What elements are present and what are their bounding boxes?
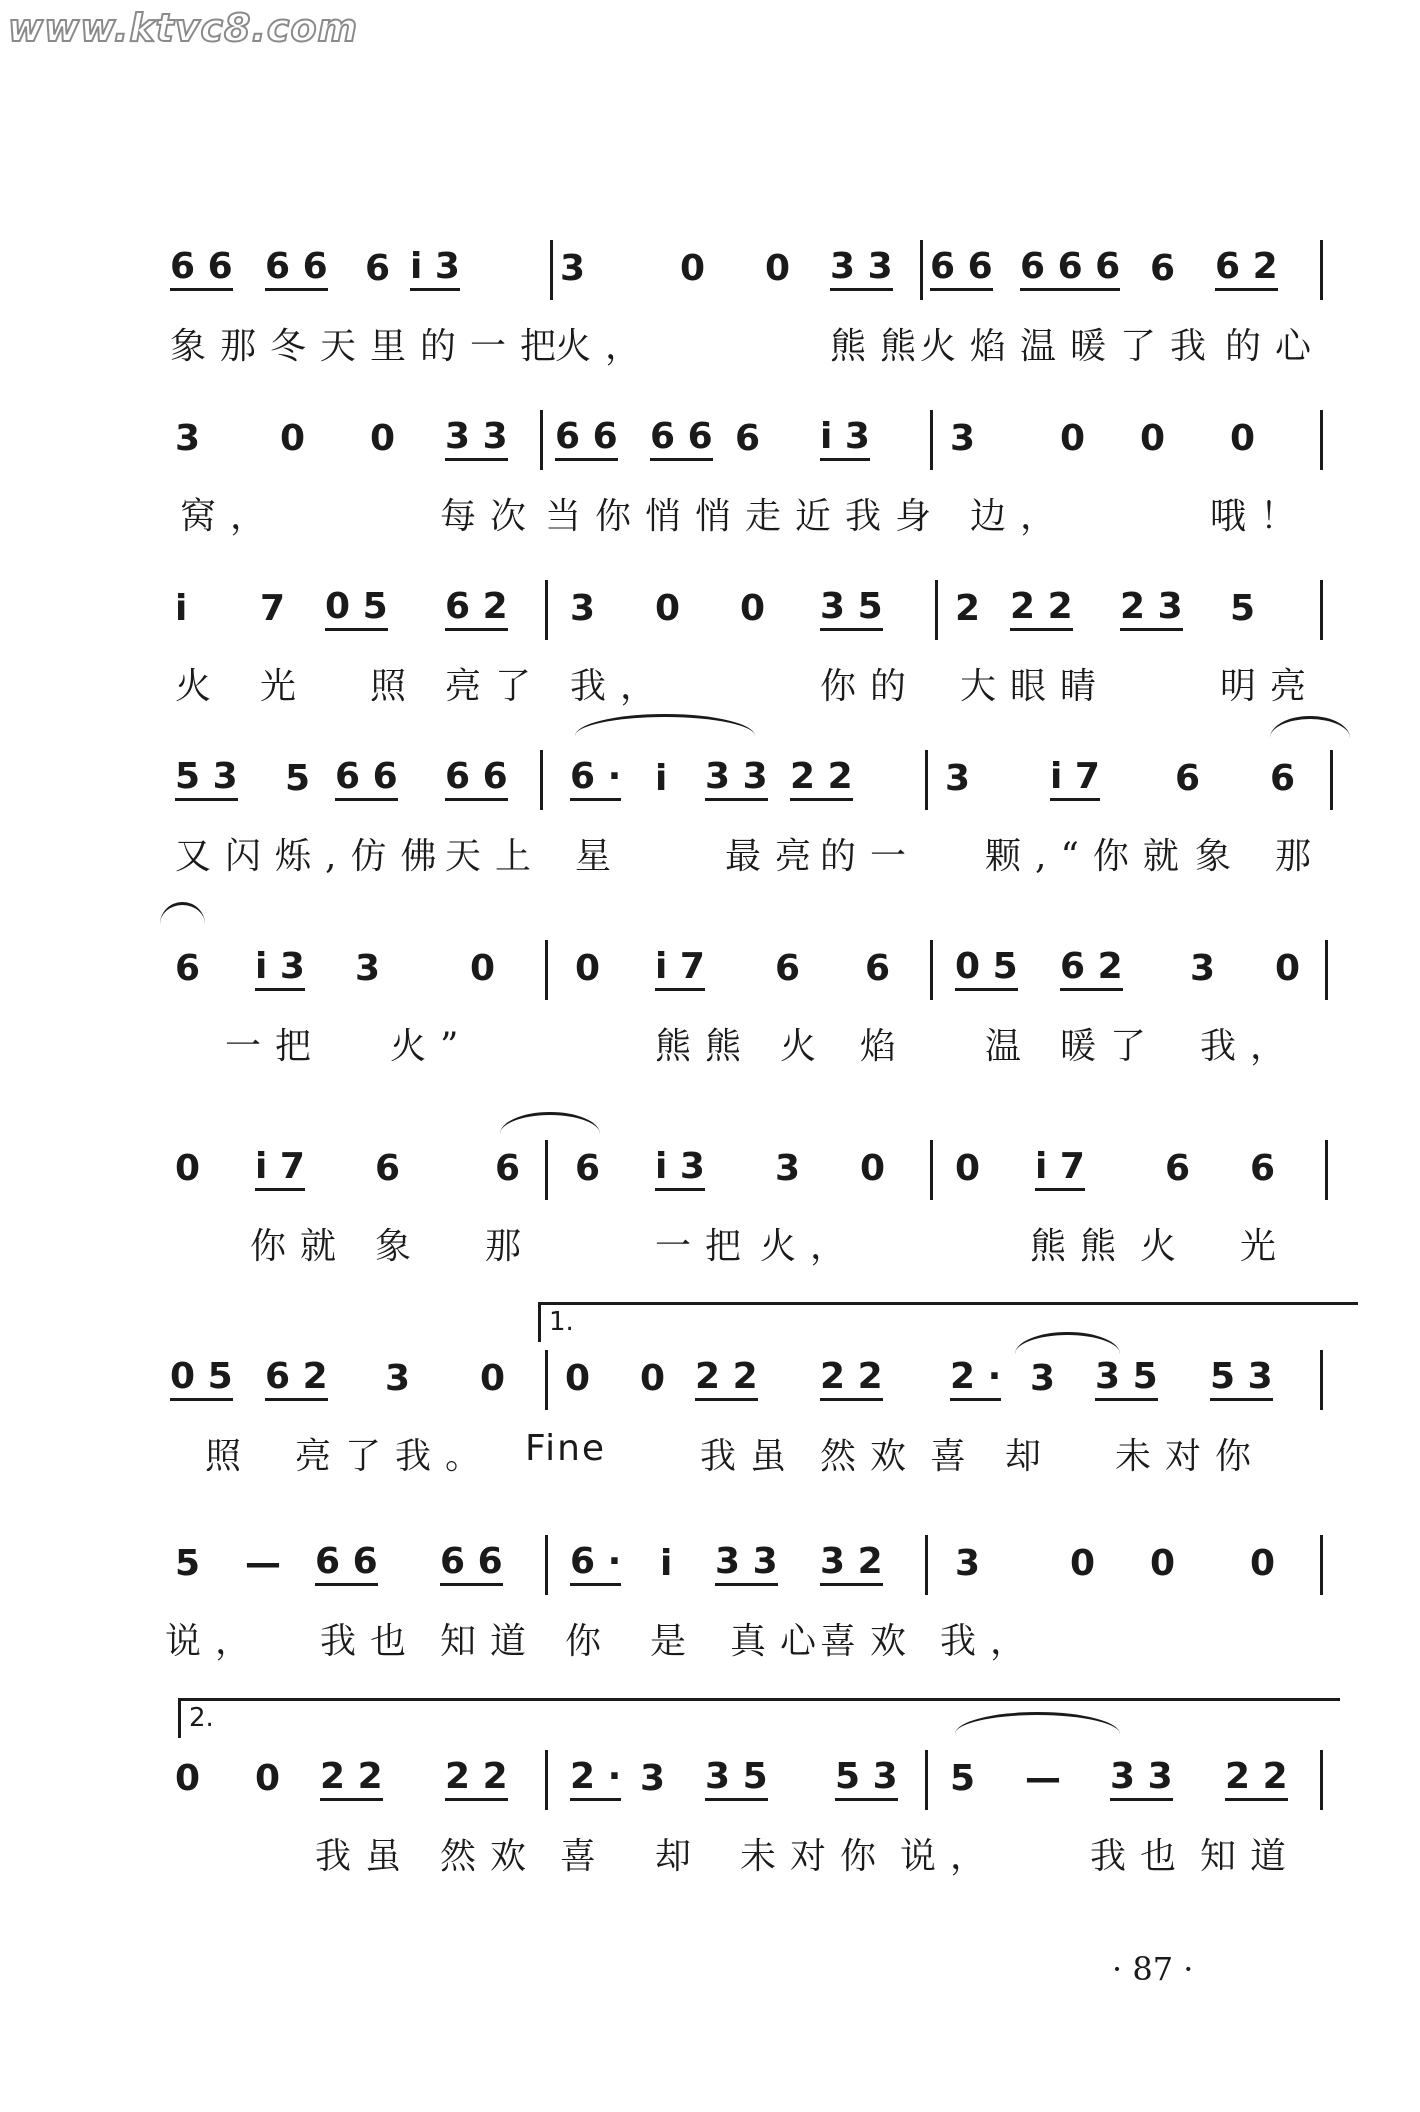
note: 6 6 [930, 248, 993, 291]
note: 0 [280, 418, 306, 459]
note: 6 6 [555, 418, 618, 461]
note: 2 2 [1010, 588, 1073, 631]
notation-line-5 [0, 940, 1420, 1000]
note: 0 [565, 1358, 591, 1399]
note: 0 [1140, 418, 1166, 459]
volta-1-label: 1. [549, 1307, 574, 1337]
barline [920, 240, 923, 300]
note: 0 [655, 588, 681, 629]
note: 0 [640, 1358, 666, 1399]
lyric: 明亮 [1220, 666, 1321, 707]
note: 6 · [570, 758, 621, 801]
note: 6 6 6 [1020, 248, 1120, 291]
note: 0 [175, 1148, 201, 1189]
lyric: 说， [900, 1836, 1001, 1877]
lyric: 我虽 [700, 1436, 801, 1477]
notation-line-6 [0, 1140, 1420, 1200]
barline [545, 1350, 548, 1410]
lyric: 熊熊 [655, 1026, 756, 1067]
lyric: 象那冬天里的一把 [170, 326, 571, 367]
note: 0 [470, 948, 496, 989]
note: 0 [575, 948, 601, 989]
lyric: 我虽 [315, 1836, 416, 1877]
barline [1320, 410, 1323, 470]
lyric: 知道 [1200, 1836, 1301, 1877]
barline [930, 1140, 933, 1200]
barline [930, 410, 933, 470]
note: 3 2 [820, 1543, 883, 1586]
note: 3 [955, 1543, 981, 1584]
note: 3 [355, 948, 381, 989]
notation-line-8 [0, 1535, 1420, 1595]
barline [925, 750, 928, 810]
lyric: 一把 [225, 1026, 326, 1067]
barline [545, 1750, 548, 1810]
note: 6 · [570, 1543, 621, 1586]
lyric: 却 [655, 1836, 706, 1877]
note: 2 · [570, 1758, 621, 1801]
note: 0 5 [325, 588, 388, 631]
note: 3 5 [705, 1758, 768, 1801]
lyric: 的心 [1225, 326, 1326, 367]
barline [1320, 580, 1323, 640]
lyric: 我， [1200, 1026, 1301, 1067]
lyric: 火” [390, 1026, 473, 1067]
lyric: 星 [575, 836, 626, 877]
lyric: 火焰温暖了我 [920, 326, 1221, 367]
note: 5 [285, 758, 311, 799]
note: 2 [955, 588, 981, 629]
page-number: · 87 · [1112, 1950, 1194, 1988]
note: 6 6 [265, 248, 328, 291]
barline [1320, 240, 1323, 300]
note: 6 2 [445, 588, 508, 631]
lyric: 真心 [730, 1621, 831, 1662]
note: 3 3 [830, 248, 893, 291]
note: 5 [175, 1543, 201, 1584]
lyric-line-1 [0, 318, 1420, 368]
volta-2-label: 2. [189, 1703, 214, 1733]
lyric: 喜 [560, 1836, 611, 1877]
note: 3 [385, 1358, 411, 1399]
note: 3 [1190, 948, 1216, 989]
note: 6 [735, 418, 761, 459]
lyric: 边， [970, 496, 1071, 537]
lyric: 却 [1005, 1436, 1056, 1477]
note: 2 · [950, 1358, 1001, 1401]
lyric-line-8 [0, 1613, 1420, 1663]
note: 3 3 [705, 758, 768, 801]
note: 3 [175, 418, 201, 459]
note: 0 5 [170, 1358, 233, 1401]
lyric-line-2 [0, 488, 1420, 538]
note: 0 [1150, 1543, 1176, 1584]
note: i 7 [1050, 758, 1100, 801]
note: 0 [255, 1758, 281, 1799]
note: 3 3 [445, 418, 508, 461]
note: 6 [575, 1148, 601, 1189]
note: 6 [775, 948, 801, 989]
notation-line-9 [0, 1750, 1420, 1810]
note: 0 [765, 248, 791, 289]
note: 6 6 [440, 1543, 503, 1586]
note: 3 [775, 1148, 801, 1189]
lyric: 然欢 [440, 1836, 541, 1877]
barline [1320, 1535, 1323, 1595]
lyric: 未对你 [1115, 1436, 1266, 1477]
lyric: 然欢 [820, 1436, 921, 1477]
note: 6 [495, 1148, 521, 1189]
lyric: 火 [1140, 1226, 1191, 1267]
notation-line-3 [0, 580, 1420, 640]
note: 2 2 [695, 1358, 758, 1401]
note: 2 2 [790, 758, 853, 801]
barline [550, 240, 553, 300]
note: 2 2 [445, 1758, 508, 1801]
lyric: 暖了 [1060, 1026, 1161, 1067]
lyric: 亮了 [295, 1436, 396, 1477]
note: 0 [370, 418, 396, 459]
note: 6 [1250, 1148, 1276, 1189]
notation-line-1 [0, 240, 1420, 300]
lyric: 你 [565, 1621, 616, 1662]
lyric: 火 [780, 1026, 831, 1067]
lyric: 说， [165, 1621, 266, 1662]
note: i 7 [255, 1148, 305, 1191]
lyric: 最亮 [725, 836, 826, 877]
note: 0 [1250, 1543, 1276, 1584]
lyric: 喜欢 [820, 1621, 921, 1662]
lyric: 是 [650, 1621, 701, 1662]
lyric: 焰 [860, 1026, 911, 1067]
note: 0 [1230, 418, 1256, 459]
note: 3 [640, 1758, 666, 1799]
lyric-line-3 [0, 658, 1420, 708]
barline [1325, 1140, 1328, 1200]
notation-line-4 [0, 750, 1420, 810]
note: 6 6 [445, 758, 508, 801]
note: 3 [950, 418, 976, 459]
lyric-line-6 [0, 1218, 1420, 1268]
note: 3 5 [820, 588, 883, 631]
note: 7 [260, 588, 286, 629]
slur [575, 714, 755, 736]
lyric: 象 [1195, 836, 1246, 877]
note: i 3 [820, 418, 870, 461]
lyric: 我， [570, 666, 671, 707]
barline [1330, 750, 1333, 810]
note: 5 [950, 1758, 976, 1799]
note: i [175, 588, 188, 629]
note: 0 [480, 1358, 506, 1399]
lyric: 照 [370, 666, 421, 707]
lyric: 每次 [440, 496, 541, 537]
volta-2 [178, 1698, 1340, 1738]
note: 2 2 [1225, 1758, 1288, 1801]
barline [1325, 940, 1328, 1000]
lyric: 你的 [820, 666, 921, 707]
lyric: 光 [1240, 1226, 1291, 1267]
lyric: 当你悄悄走近我身 [545, 496, 946, 537]
note: 6 [1150, 248, 1176, 289]
note: 6 [175, 948, 201, 989]
lyric: 光 [260, 666, 311, 707]
note: 6 [1270, 758, 1296, 799]
note: i 3 [255, 948, 305, 991]
lyric: 我。 [395, 1436, 496, 1477]
note: 3 3 [715, 1543, 778, 1586]
note: 0 [680, 248, 706, 289]
note: 3 3 [1110, 1758, 1173, 1801]
lyric-line-4 [0, 828, 1420, 878]
lyric: 那 [485, 1226, 536, 1267]
note: i 3 [410, 248, 460, 291]
lyric: 一把 [655, 1226, 756, 1267]
slur [500, 1112, 600, 1134]
lyric: 亮了 [445, 666, 546, 707]
lyric: 我也 [1090, 1836, 1191, 1877]
barline [540, 750, 543, 810]
lyric: 颗,“你就 [985, 836, 1193, 877]
slur [1270, 716, 1350, 738]
note: 0 [955, 1148, 981, 1189]
note: 6 [865, 948, 891, 989]
lyric-line-9 [0, 1828, 1420, 1878]
lyric: 那 [1275, 836, 1326, 877]
note: 0 [740, 588, 766, 629]
note: 3 [1030, 1358, 1056, 1399]
barline [1320, 1750, 1323, 1810]
note: i [660, 1543, 673, 1584]
note: 3 [570, 588, 596, 629]
watermark: www.ktvc8.com [8, 6, 359, 50]
note: 5 [1230, 588, 1256, 629]
slur [160, 902, 205, 924]
barline [930, 940, 933, 1000]
lyric: 温 [985, 1026, 1036, 1067]
lyric: 窝， [180, 496, 281, 537]
barline [545, 580, 548, 640]
note: 0 [175, 1758, 201, 1799]
lyric: 又闪烁,仿佛 [175, 836, 451, 877]
lyric-line-5 [0, 1018, 1420, 1068]
note: 5 3 [835, 1758, 898, 1801]
note: 5 3 [175, 758, 238, 801]
lyric: 熊熊 [1030, 1226, 1131, 1267]
barline [925, 1535, 928, 1595]
lyric-line-7 [0, 1428, 1420, 1478]
note: 3 [945, 758, 971, 799]
lyric: 大眼睛 [960, 666, 1111, 707]
volta-1 [538, 1302, 1358, 1342]
lyric: 天上 [445, 836, 546, 877]
note: — [245, 1543, 281, 1584]
note: i [655, 758, 668, 799]
notation-line-7 [0, 1350, 1420, 1410]
note: 0 [860, 1148, 886, 1189]
note: i 3 [655, 1148, 705, 1191]
note: 2 3 [1120, 588, 1183, 631]
note: 0 [1070, 1543, 1096, 1584]
note: 6 6 [650, 418, 713, 461]
barline [1320, 1350, 1323, 1410]
lyric: 象 [375, 1226, 426, 1267]
note: i 7 [655, 948, 705, 991]
lyric: 你就 [250, 1226, 351, 1267]
lyric: 喜 [930, 1436, 981, 1477]
barline [545, 1535, 548, 1595]
lyric: 的一 [820, 836, 921, 877]
note: 0 [1275, 948, 1301, 989]
note: 6 6 [170, 248, 233, 291]
notation-line-2 [0, 410, 1420, 470]
note: 6 2 [1060, 948, 1123, 991]
note: 6 6 [335, 758, 398, 801]
note: i 7 [1035, 1148, 1085, 1191]
note: 3 5 [1095, 1358, 1158, 1401]
fine-marker: Fine [525, 1428, 607, 1469]
note: 5 3 [1210, 1358, 1273, 1401]
barline [540, 410, 543, 470]
lyric: 我， [940, 1621, 1041, 1662]
note: — [1025, 1758, 1061, 1799]
note: 6 [1175, 758, 1201, 799]
barline [935, 580, 938, 640]
lyric: 知道 [440, 1621, 541, 1662]
note: 6 [365, 248, 391, 289]
note: 6 2 [1215, 248, 1278, 291]
note: 0 5 [955, 948, 1018, 991]
lyric: 熊熊 [830, 326, 931, 367]
lyric: 我也 [320, 1621, 421, 1662]
note: 2 2 [820, 1358, 883, 1401]
note: 0 [1060, 418, 1086, 459]
note: 2 2 [320, 1758, 383, 1801]
note: 6 [1165, 1148, 1191, 1189]
note: 3 [560, 248, 586, 289]
lyric: 火 [175, 666, 226, 707]
lyric: 火， [555, 326, 656, 367]
lyric: 照 [205, 1436, 256, 1477]
lyric: 火， [760, 1226, 861, 1267]
barline [545, 940, 548, 1000]
note: 6 2 [265, 1358, 328, 1401]
barline [545, 1140, 548, 1200]
note: 6 [375, 1148, 401, 1189]
barline [925, 1750, 928, 1810]
lyric: 未对你 [740, 1836, 891, 1877]
note: 6 6 [315, 1543, 378, 1586]
lyric: 哦！ [1210, 496, 1311, 537]
